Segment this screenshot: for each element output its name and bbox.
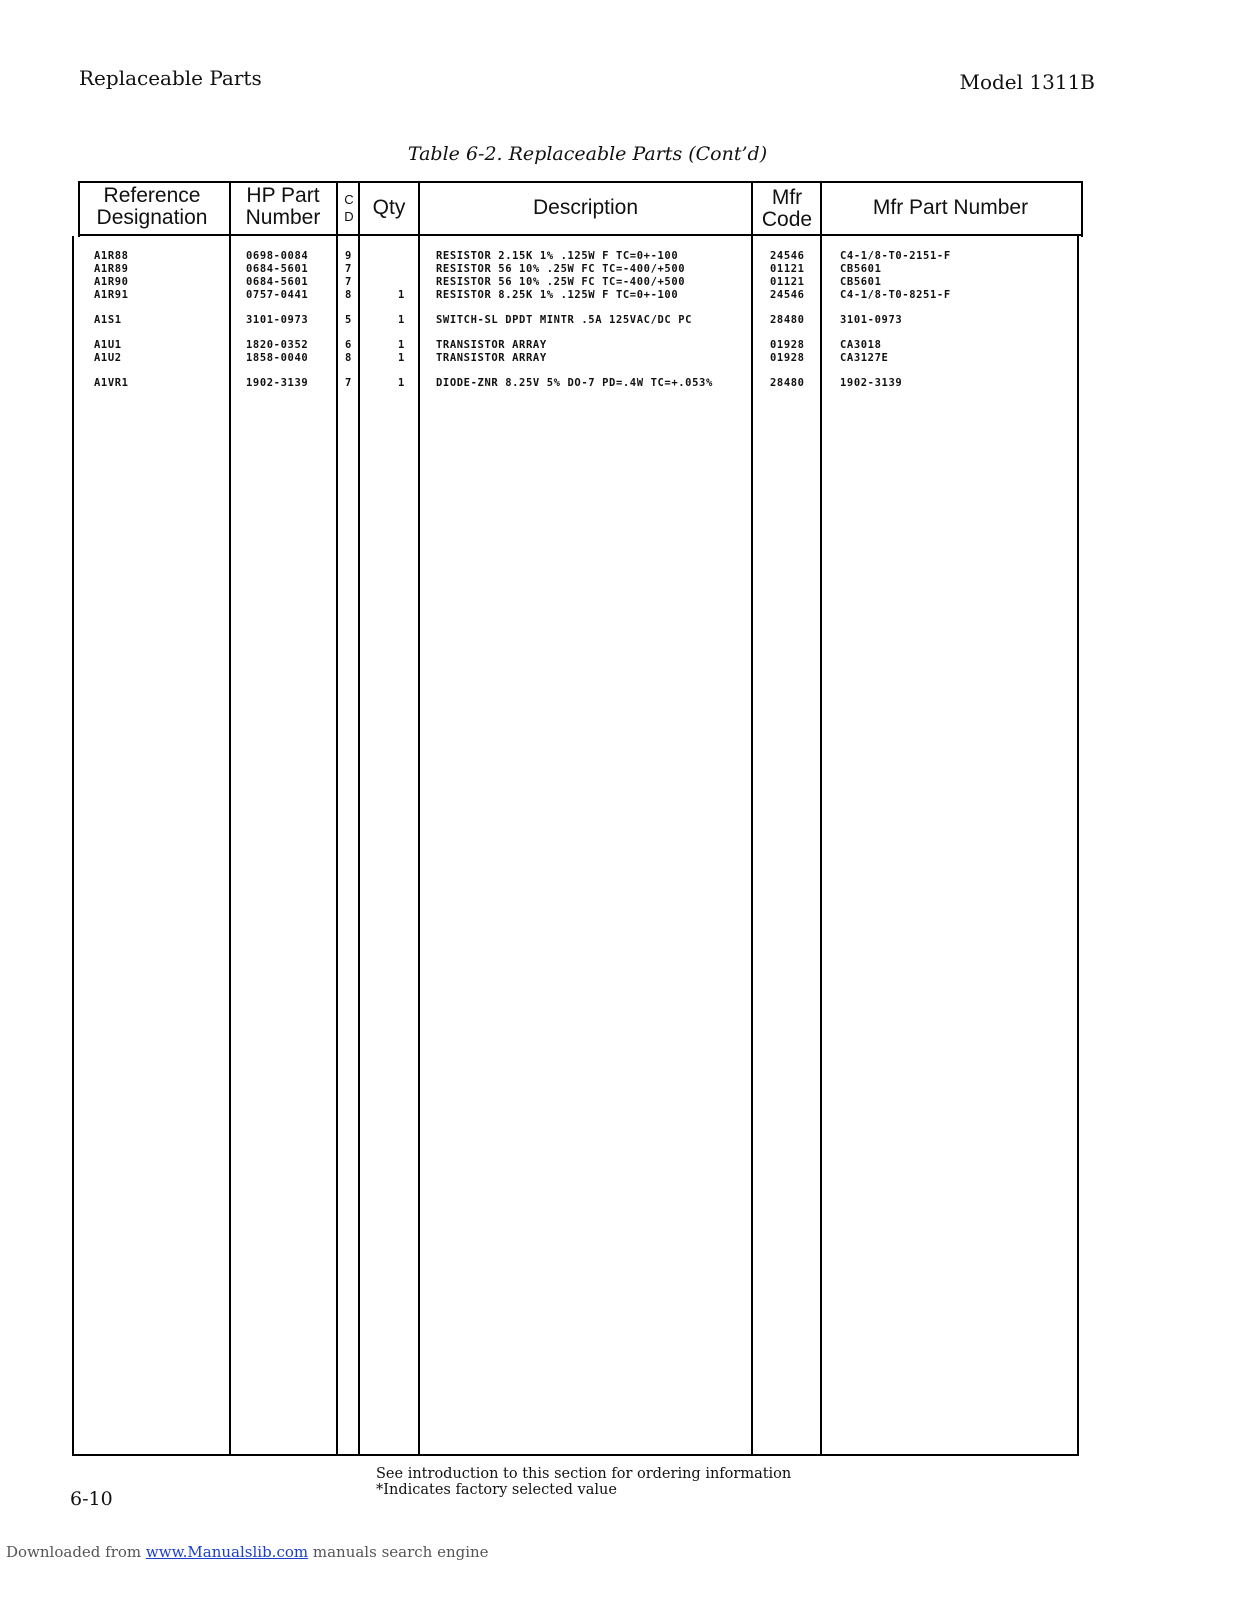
- ref-designation: A1R88: [94, 250, 129, 262]
- manualslib-link[interactable]: www.Manualslib.com: [145, 1543, 309, 1561]
- col-divider-6: [820, 181, 822, 1456]
- mfr-code: 28480: [770, 377, 805, 389]
- description: RESISTOR 8.25K 1% .125W F TC=0+-100: [436, 289, 679, 301]
- hp-part-number: 1858-0040: [246, 352, 309, 364]
- hp-part-number: 0698-0084: [246, 250, 309, 262]
- ref-designation: A1R91: [94, 289, 129, 301]
- description: DIODE-ZNR 8.25V 5% DO-7 PD=.4W TC=+.053%: [436, 377, 713, 389]
- mfr-part-number: CB5601: [840, 276, 882, 288]
- table-left-border: [78, 181, 80, 237]
- table-bottom-border: [72, 1454, 1079, 1456]
- mfr-part-number: 3101-0973: [840, 314, 903, 326]
- hp-part-number: 0684-5601: [246, 276, 309, 288]
- description: RESISTOR 56 10% .25W FC TC=-400/+500: [436, 276, 686, 288]
- ref-designation: A1R89: [94, 263, 129, 275]
- table-left-border-lower: [72, 236, 74, 1456]
- page-number: 6-10: [70, 1488, 113, 1510]
- hp-part-number: 1902-3139: [246, 377, 309, 389]
- cd-value: 7: [345, 263, 352, 275]
- description: RESISTOR 2.15K 1% .125W F TC=0+-100: [436, 250, 679, 262]
- cd-value: 8: [345, 289, 352, 301]
- mfr-code: 01121: [770, 276, 805, 288]
- hp-part-number: 3101-0973: [246, 314, 309, 326]
- cd-value: 8: [345, 352, 352, 364]
- cd-value: 7: [345, 377, 352, 389]
- hp-part-number: 1820-0352: [246, 339, 309, 351]
- col-divider-1: [229, 181, 231, 1456]
- header-hp-part-number: HP Part Number: [245, 184, 321, 229]
- mfr-code: 01121: [770, 263, 805, 275]
- header-reference-designation: Reference Designation: [96, 184, 208, 229]
- description: SWITCH-SL DPDT MINTR .5A 125VAC/DC PC: [436, 314, 693, 326]
- col-divider-2: [336, 181, 338, 1456]
- description: TRANSISTOR ARRAY: [436, 352, 547, 364]
- download-footer: Downloaded from www.Manualslib.com manuals search engine: [6, 1543, 489, 1561]
- mfr-part-number: CA3127E: [840, 352, 889, 364]
- mfr-part-number: CB5601: [840, 263, 882, 275]
- mfr-code: 01928: [770, 339, 805, 351]
- table-caption: Table 6-2. Replaceable Parts (Cont’d): [407, 143, 768, 165]
- header-cd: C D: [344, 192, 354, 224]
- mfr-code: 24546: [770, 289, 805, 301]
- qty-value: 1: [398, 289, 405, 301]
- header-description: Description: [532, 196, 639, 219]
- mfr-part-number: C4-1/8-T0-2151-F: [840, 250, 951, 262]
- hp-part-number: 0757-0441: [246, 289, 309, 301]
- col-divider-3: [358, 181, 360, 1456]
- ref-designation: A1R90: [94, 276, 129, 288]
- header-mfr-code: Mfr Code: [761, 186, 813, 231]
- mfr-code: 01928: [770, 352, 805, 364]
- description: TRANSISTOR ARRAY: [436, 339, 547, 351]
- header-qty: Qty: [372, 196, 406, 219]
- section-title: Replaceable Parts: [79, 66, 262, 90]
- cd-value: 9: [345, 250, 352, 262]
- table-right-border: [1081, 181, 1083, 237]
- ordering-note: See introduction to this section for ordering information *Indicates factory selected value: [376, 1466, 792, 1498]
- description: RESISTOR 56 10% .25W FC TC=-400/+500: [436, 263, 686, 275]
- hp-part-number: 0684-5601: [246, 263, 309, 275]
- ref-designation: A1S1: [94, 314, 122, 326]
- col-divider-4: [418, 181, 420, 1456]
- table-right-border-lower: [1077, 236, 1079, 1456]
- mfr-code: 24546: [770, 250, 805, 262]
- ref-designation: A1U1: [94, 339, 122, 351]
- qty-value: 1: [398, 352, 405, 364]
- ref-designation: A1U2: [94, 352, 122, 364]
- mfr-part-number: 1902-3139: [840, 377, 903, 389]
- model-number: Model 1311B: [959, 70, 1095, 94]
- col-divider-5: [751, 181, 753, 1456]
- cd-value: 7: [345, 276, 352, 288]
- header-mfr-part-number: Mfr Part Number: [872, 196, 1029, 219]
- cd-value: 6: [345, 339, 352, 351]
- qty-value: 1: [398, 314, 405, 326]
- mfr-code: 28480: [770, 314, 805, 326]
- mfr-part-number: CA3018: [840, 339, 882, 351]
- ref-designation: A1VR1: [94, 377, 129, 389]
- mfr-part-number: C4-1/8-T0-8251-F: [840, 289, 951, 301]
- cd-value: 5: [345, 314, 352, 326]
- qty-value: 1: [398, 339, 405, 351]
- qty-value: 1: [398, 377, 405, 389]
